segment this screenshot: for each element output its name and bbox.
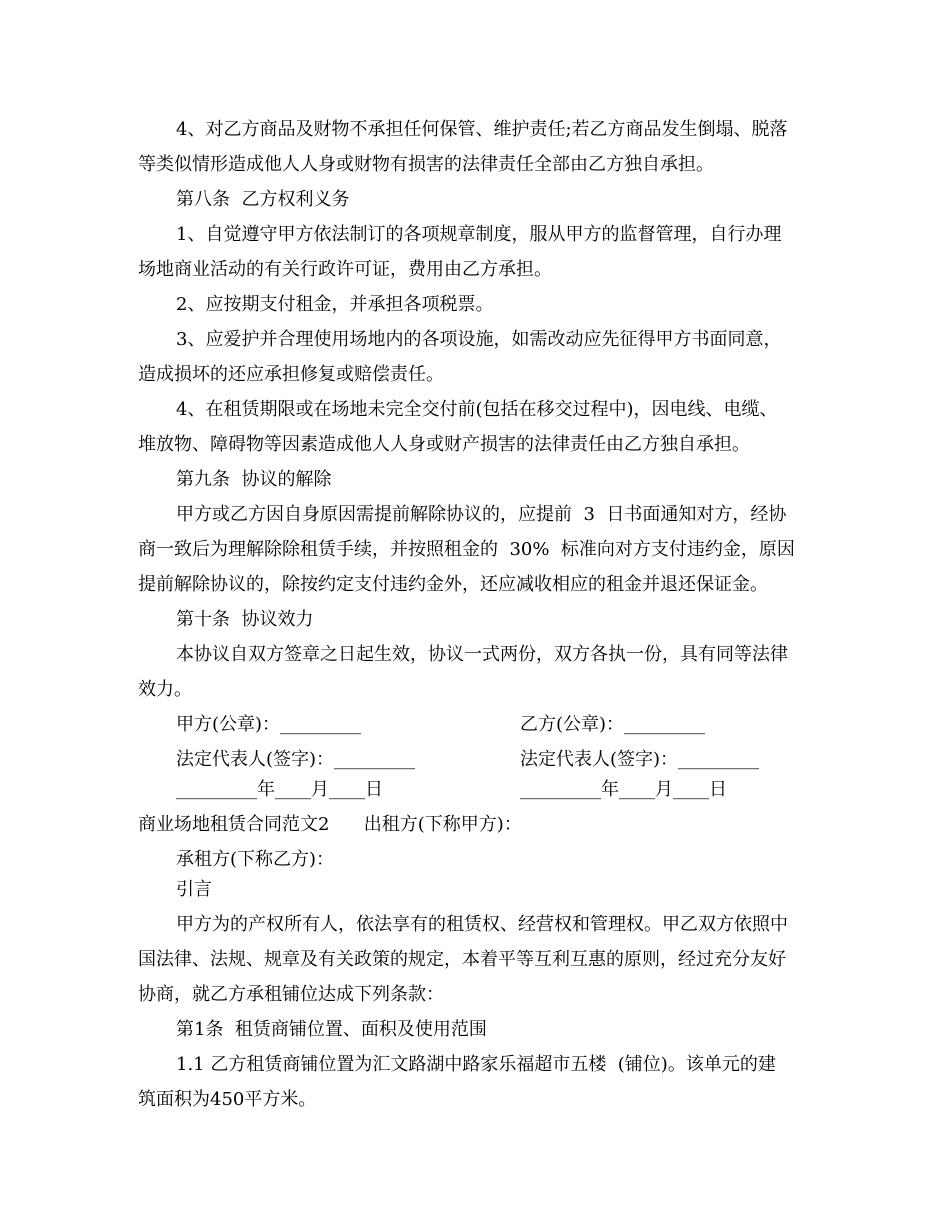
party-b-representative-field: 法定代表人(签字)：_________	[520, 749, 760, 770]
party-a-seal-field: 甲方(公章)：_________	[176, 714, 362, 735]
paragraph-line: 协商，就乙方承租铺位达成下列条款：	[138, 984, 444, 1005]
paragraph-line: 甲方或乙方因自身原因需提前解除协议的，应提前 3 日书面通知对方，经协	[176, 504, 787, 525]
section-heading: 第九条 协议的解除	[176, 469, 332, 490]
paragraph-line: 国法律、法规、规章及有关政策的规定，本着平等互利互惠的原则，经过充分友好	[138, 949, 786, 970]
paragraph-line: 场地商业活动的有关行政许可证，费用由乙方承担。	[138, 259, 552, 280]
paragraph-line: 1、自觉遵守甲方依法制订的各项规章制度，服从甲方的监督管理，自行办理	[176, 224, 782, 245]
paragraph-line: 本协议自双方签章之日起生效，协议一式两份，双方各执一份，具有同等法律	[176, 644, 788, 665]
paragraph-line: 甲方为的产权所有人，依法享有的租赁权、经营权和管理权。甲乙双方依照中	[176, 914, 788, 935]
document-title-line: 商业场地租赁合同范文2 出租方(下称甲方)：	[138, 814, 522, 835]
paragraph-line: 堆放物、障碍物等因素造成他人人身或财产损害的法律责任由乙方独自承担。	[138, 434, 750, 455]
paragraph-line: 效力。	[138, 679, 192, 700]
party-a-date-field: _________年____月____日	[176, 779, 383, 800]
section-heading: 第1条 租赁商铺位置、面积及使用范围	[176, 1019, 487, 1040]
section-heading: 第十条 协议效力	[176, 609, 314, 630]
paragraph-line: 造成损坏的还应承担修复或赔偿责任。	[138, 364, 444, 385]
paragraph-line: 4、在租赁期限或在场地未完全交付前(包括在移交过程中)，因电线、电缆、	[176, 399, 778, 420]
paragraph-line: 2、应按期支付租金，并承担各项税票。	[176, 294, 494, 315]
paragraph-line: 商一致后为理解除除租赁手续，并按照租金的 30% 标准向对方支付违约金，原因	[138, 539, 795, 560]
paragraph-line: 筑面积为450平方米。	[138, 1089, 317, 1110]
party-b-date-field: _________年____月____日	[520, 779, 727, 800]
paragraph-line: 等类似情形造成他人人身或财物有损害的法律责任全部由乙方独自承担。	[138, 154, 714, 175]
paragraph-line: 1.1 乙方租赁商铺位置为汇文路湖中路家乐福超市五楼 (铺位)。该单元的建	[176, 1054, 776, 1075]
paragraph-line: 4、对乙方商品及财物不承担任何保管、维护责任;若乙方商品发生倒塌、脱落	[176, 119, 788, 140]
section-heading: 引言	[176, 879, 212, 900]
party-b-seal-field: 乙方(公章)：_________	[520, 714, 706, 735]
paragraph-line: 3、应爱护并合理使用场地内的各项设施，如需改动应先征得甲方书面同意，	[176, 329, 782, 350]
section-heading: 第八条 乙方权利义务	[176, 189, 350, 210]
paragraph-line: 提前解除协议的，除按约定支付违约金外，还应减收相应的租金并退还保证金。	[138, 574, 768, 595]
party-a-representative-field: 法定代表人(签字)：_________	[176, 749, 416, 770]
paragraph-line: 承租方(下称乙方)：	[176, 849, 335, 870]
